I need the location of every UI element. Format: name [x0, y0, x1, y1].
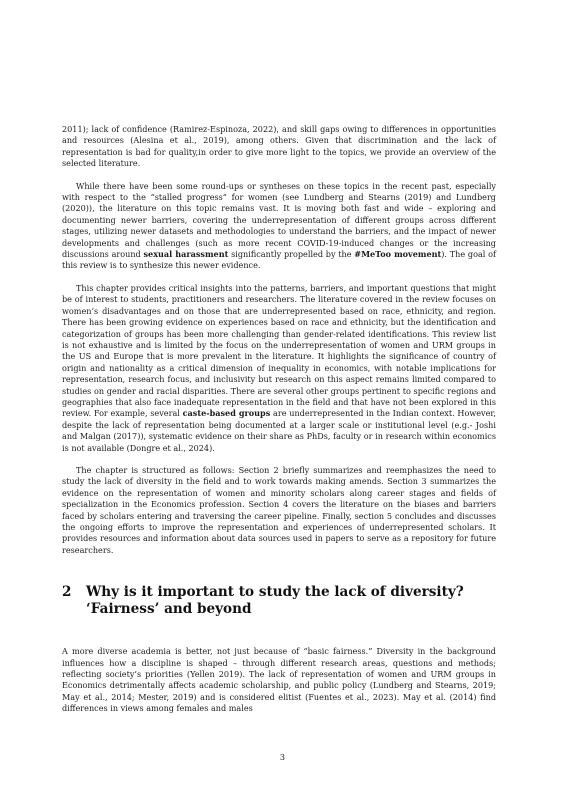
paragraph-literature-scope [62, 181, 496, 272]
paragraph-text: ). The goal of this review is to synthesize this newer evidence. [62, 249, 496, 271]
section-heading [62, 584, 496, 618]
paragraph-text: While there have been some round-ups or syntheses on these topics in the recent past, especially with respect to the “stalled progress” for women (see Lundberg and Stearns (2019) and Lundberg (2020)), the literature on this topic remains vast. It is moving both fast and wide – exploring and documenting newer barriers, covering the underrepresentation of different groups across different stages, utilizing newer datasets and methodologies to understand the barriers, and the impact of newer developments and challenges (such as more recent COVID-19-induced changes or the increasing discussions around [62, 180, 496, 260]
text-column [62, 124, 496, 715]
paragraph-text: This chapter provides critical insights into the patterns, barriers, and important questions that might be of interest to students, practitioners and researchers. The literature covered in the review focuses on women’s disadvantages and on those that are underrepresented based on race, ethnicity, and region. There has been growing evidence on experiences based on race and ethnicity, but the identification and categorization of groups has been more challenging than gender-related identifications. This review list is not exhaustive and is limited by the focus on the underrepresentation of women and URM groups in the US and Europe that is more prevalent in the literature. It highlights the significance of country of origin and nationality as a critical dimension of inequality in economics, with notable implications for representation, research focus, and inclusivity but research on this aspect remains limited compared to studies on gender and racial disparities. There are several other groups pertinent to specific regions and geographies that also face inadequate representation in the field and that have not been explored in this review. For example, several [62, 282, 496, 419]
paragraph-text: significantly propelled by the [228, 249, 355, 260]
paragraph-text: are underrepresented in the Indian context. However, despite the lack of representation being documented at a larger scale or institutional level (e.g.- Joshi and Malgan (2017)), systematic evidence on their share as PhDs, faculty or in research within economics is not available (Dongre et al., 2024). [62, 408, 496, 453]
paragraph-chapter-structure: The chapter is structured as follows: Section 2 briefly summarizes and reemphasizes the need to study the lack of diversity in the field and to work towards making amends. Section 3 summarizes the evidence on the representation of women and minority scholars along career stages and fields of specialization in the Economics profession. Section 4 covers the literature on the biases and barriers faced by scholars entering and traversing the career pipeline. Finally, section 5 concludes and discusses the ongoing efforts to improve the representation and experiences of underrepresented scholars. It provides resources and information about data sources used in papers to serve as a repository for future researchers. [62, 464, 496, 555]
paragraph-diversity-importance: A more diverse academia is better, not just because of “basic fairness.” Diversity in the background influences how a discipline is shaped – through different research areas, questions and methods; reflecting society’s priorities (Yellen 2019). The lack of representation of women and URM groups in Economics detrimentally affects academic scholarship, and public policy (Lundberg and Stearns, 2019; May et al., 2014; Mester, 2019) and is considered elitist (Fuentes et al., 2023). May et al. (2014) find differences in views among females and males [62, 646, 496, 714]
paragraph-chapter-insights [62, 283, 496, 454]
section-title: Why is it important to study the lack of diversity? ‘Fairness’ and beyond [86, 584, 464, 618]
paragraph-intro-continuation: 2011); lack of confidence (Ramirez-Espinoza, 2022), and skill gaps owing to differences in opportunities and resources (Alesina et al., 2019), among others. Given that discrimination and the lack of representation is bad for quality,in order to give more light to the topics, we provide an overview of the selected literature. [62, 124, 496, 169]
bold-term-sexual-harassment: sexual harassment [143, 249, 229, 260]
bold-term-metoo: #MeToo movement [354, 249, 442, 260]
page-number: 3 [279, 752, 286, 762]
section-number: 2 [62, 584, 72, 601]
bold-term-caste-groups: caste-based groups [182, 408, 271, 419]
